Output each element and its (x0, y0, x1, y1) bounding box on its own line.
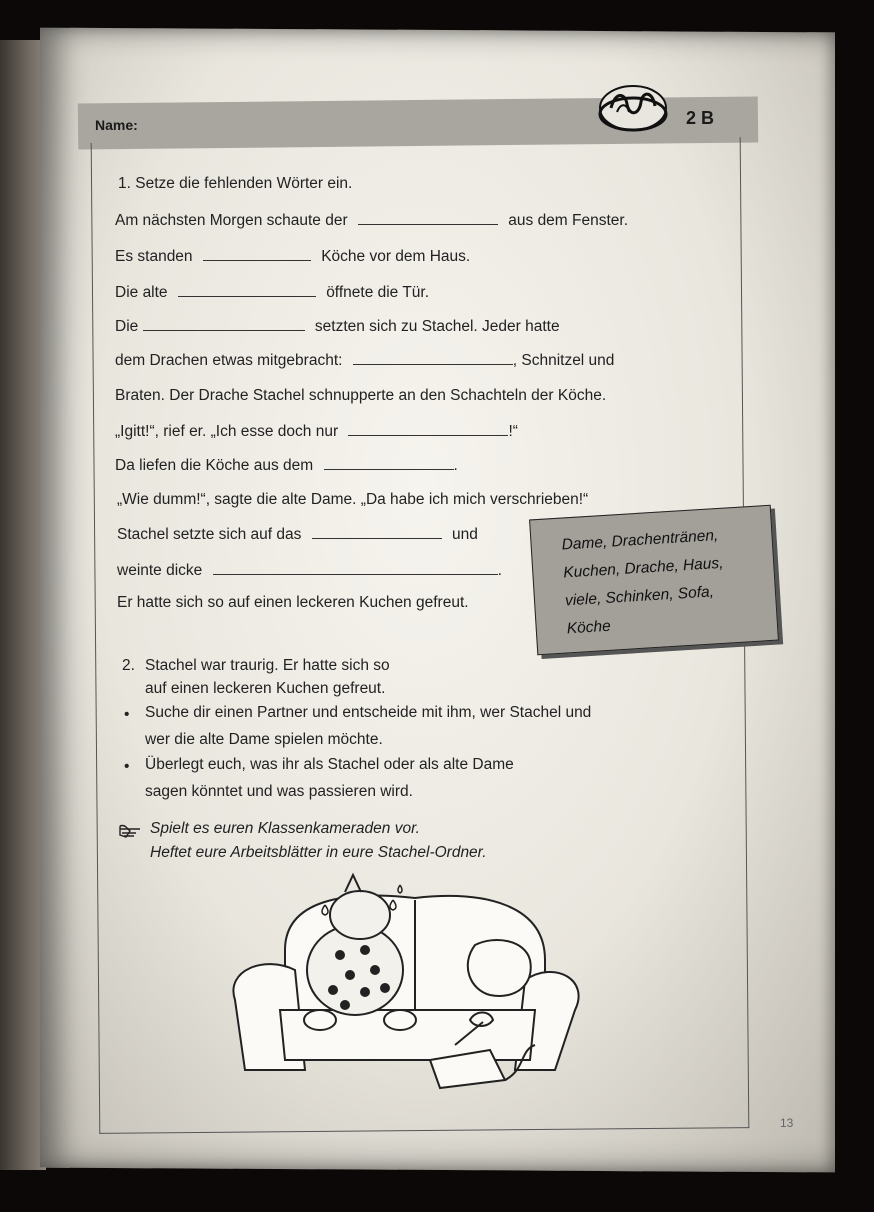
line-text: Die alte (115, 284, 168, 301)
task2-number: 2. (122, 657, 135, 674)
line-text: dem Drachen etwas mitgebracht: (115, 352, 343, 369)
line-text: öffnete die Tür. (326, 284, 430, 301)
page-number: 13 (780, 1116, 794, 1130)
hint-line2: Heftet eure Arbeitsblätter in eure Stachel-Ordner. (150, 844, 487, 861)
task2-bullet2-line2: sagen könntet und was passieren wird. (145, 783, 413, 800)
word-bank-line: viele, Schinken, Sofa, (564, 583, 715, 610)
line-text: Am nächsten Morgen schaute der (115, 212, 348, 229)
bullet-icon: • (124, 758, 130, 775)
line-text: Die (115, 318, 139, 335)
dragon-on-sofa-illustration (225, 870, 585, 1090)
line-text: weinte dicke (117, 562, 203, 579)
gap-line-2 (115, 248, 470, 266)
gap-line-7 (115, 423, 518, 441)
task2-bullet2-line1: Überlegt euch, was ihr als Stachel oder als alte Dame (145, 756, 514, 773)
gap-line-3 (115, 284, 429, 302)
line-text: !“ (508, 423, 518, 440)
worksheet-code: 2 B (686, 108, 715, 128)
blank-field[interactable] (203, 259, 311, 261)
bullet-icon: • (124, 706, 130, 723)
line-text: Es standen (115, 248, 193, 265)
line-text: Köche vor dem Haus. (321, 248, 471, 265)
blank-field[interactable] (213, 573, 498, 575)
word-bank-line: Köche (566, 617, 612, 638)
task1-instruction: 1. Setze die fehlenden Wörter ein. (118, 175, 353, 192)
line-text: aus dem Fenster. (508, 212, 629, 229)
text-line-9: „Wie dumm!“, sagte die alte Dame. „Da habe ich mich verschrieben!“ (117, 491, 589, 508)
line-text: Stachel setzte sich auf das (117, 526, 302, 543)
gap-line-4 (115, 318, 560, 336)
blank-field[interactable] (348, 434, 508, 436)
text-line-12: Er hatte sich so auf einen leckeren Kuchen gefreut. (117, 594, 469, 611)
blank-field[interactable] (178, 295, 316, 297)
line-text: und (452, 526, 478, 543)
line-text: Da liefen die Köche aus dem (115, 457, 314, 474)
gap-line-11 (117, 562, 502, 580)
task2-line1: Stachel war traurig. Er hatte sich so (145, 657, 390, 674)
pointing-hand-icon (118, 823, 148, 839)
blank-field[interactable] (312, 537, 442, 539)
word-bank-box (529, 505, 779, 656)
gap-line-10 (117, 526, 478, 544)
hint-line1: Spielt es euren Klassenkameraden vor. (150, 820, 420, 837)
blank-field[interactable] (358, 223, 498, 225)
task2-bullet1-line1: Suche dir einen Partner und entscheide mit ihm, wer Stachel und (145, 704, 592, 721)
text-line-6: Braten. Der Drache Stachel schnupperte an den Schachteln der Köche. (115, 387, 607, 404)
line-text: . (453, 457, 458, 474)
gap-line-5 (115, 352, 614, 370)
word-bank-line: Dame, Drachentränen, (561, 527, 719, 554)
dragon-logo-icon (597, 78, 669, 134)
blank-field[interactable] (143, 329, 305, 331)
blank-field[interactable] (324, 468, 454, 470)
name-label: Name: (95, 117, 138, 133)
blank-field[interactable] (353, 363, 513, 365)
line-text: . (497, 562, 502, 579)
line-text: „Igitt!“, rief er. „Ich esse doch nur (115, 423, 339, 440)
word-bank-line: Kuchen, Drache, Haus, (562, 554, 724, 582)
line-text: setzten sich zu Stachel. Jeder hatte (314, 318, 560, 335)
task2-line2: auf einen leckeren Kuchen gefreut. (145, 680, 386, 697)
task2-bullet1-line2: wer die alte Dame spielen möchte. (145, 731, 383, 748)
gap-line-8 (115, 457, 458, 475)
gap-line-1 (115, 212, 628, 230)
line-text: , Schnitzel und (512, 352, 615, 369)
